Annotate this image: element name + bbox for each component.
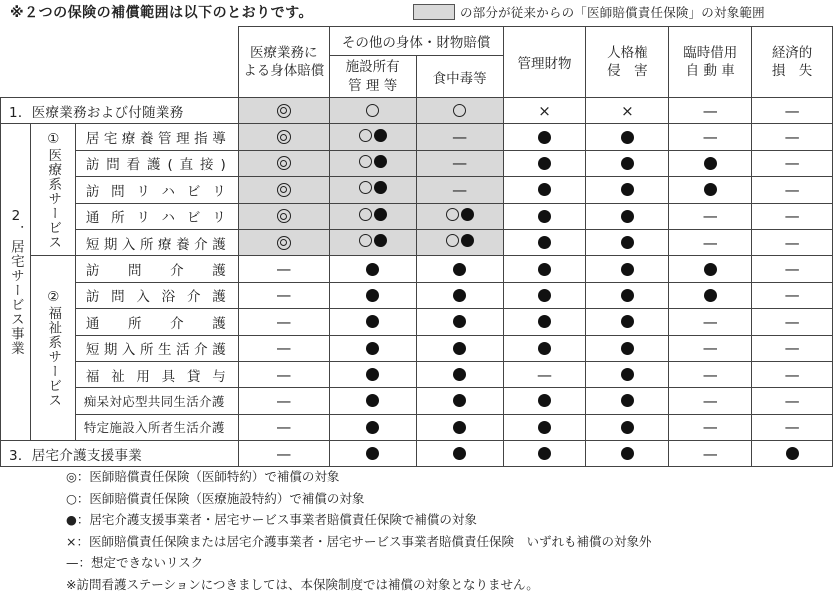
coverage-cell: [416, 441, 503, 467]
service-label: 短期入所生活介護: [75, 335, 238, 361]
coverage-cell: [586, 124, 669, 150]
dash-icon: —: [452, 128, 467, 146]
coverage-cell: [586, 256, 669, 282]
service-label: 特定施設入所者生活介護: [75, 414, 238, 440]
coverage-cell: [503, 256, 586, 282]
header-col3: 食中毒等: [416, 56, 503, 98]
filled-circle-icon: [621, 342, 634, 355]
coverage-cell: [752, 361, 833, 387]
subsection-medical-label: ①医療系サービス: [30, 124, 75, 256]
double-circle-icon: [277, 236, 291, 250]
filled-circle-icon: [453, 368, 466, 381]
coverage-cell: [669, 98, 752, 124]
filled-circle-icon: [366, 447, 379, 460]
dash-icon: —: [785, 154, 800, 172]
coverage-cell: [669, 335, 752, 361]
filled-circle-icon: [621, 421, 634, 434]
coverage-cell: [329, 203, 416, 229]
filled-circle-icon: [621, 394, 634, 407]
coverage-cell: [503, 361, 586, 387]
dash-icon: —: [276, 392, 291, 410]
filled-circle-icon: [621, 289, 634, 302]
coverage-cell: [238, 229, 329, 255]
filled-circle-icon: [538, 131, 551, 144]
coverage-cell: [669, 150, 752, 176]
coverage-cell: [503, 441, 586, 467]
coverage-cell: [416, 361, 503, 387]
coverage-cell: [416, 177, 503, 203]
coverage-cell: [503, 335, 586, 361]
filled-circle-icon: [621, 236, 634, 249]
filled-circle-icon: [538, 421, 551, 434]
filled-circle-icon: [621, 157, 634, 170]
coverage-cell: [238, 256, 329, 282]
service-label: 痴呆対応型共同生活介護: [75, 388, 238, 414]
coverage-cell: [669, 256, 752, 282]
coverage-cell: [752, 335, 833, 361]
coverage-cell: [586, 414, 669, 440]
coverage-cell: [329, 98, 416, 124]
page-title: ※２つの保険の補償範囲は以下のとおりです。: [10, 2, 313, 22]
dash-icon: —: [785, 392, 800, 410]
circle-and-filled-circle-icon: [359, 129, 387, 142]
circle-and-filled-circle-icon: [359, 234, 387, 247]
coverage-cell: [669, 124, 752, 150]
section-2-label: 2．居宅サービス事業: [1, 124, 31, 441]
circle-and-filled-circle-icon: [446, 208, 474, 221]
filled-circle-icon: [621, 183, 634, 196]
coverage-cell: [752, 441, 833, 467]
table-row: [1, 335, 833, 361]
coverage-cell: [503, 282, 586, 308]
filled-circle-icon: [786, 447, 799, 460]
dash-icon: —: [785, 418, 800, 436]
circle-and-filled-circle-icon: [359, 181, 387, 194]
coverage-cell: [416, 124, 503, 150]
coverage-cell: [503, 309, 586, 335]
coverage-cell: [238, 282, 329, 308]
table-row: [1, 441, 833, 467]
dash-icon: —: [785, 260, 800, 278]
dash-icon: —: [703, 366, 718, 384]
coverage-cell: [669, 441, 752, 467]
coverage-cell: [752, 414, 833, 440]
dash-icon: —: [785, 181, 800, 199]
table-row: [1, 98, 833, 124]
service-label: 訪問入浴介護: [75, 282, 238, 308]
filled-circle-icon: [366, 342, 379, 355]
service-label: 福祉用具貸与: [75, 361, 238, 387]
table-row: [1, 361, 833, 387]
dash-icon: —: [452, 181, 467, 199]
filled-circle-icon: [453, 263, 466, 276]
coverage-cell: [669, 388, 752, 414]
dash-icon: —: [276, 313, 291, 331]
filled-circle-icon: [453, 342, 466, 355]
note-station: ※訪問看護ステーションにつきましては、本保険制度では補償の対象となりません。: [66, 574, 651, 595]
dash-icon: —: [703, 207, 718, 225]
coverage-table: [0, 26, 833, 467]
filled-circle-icon: [538, 210, 551, 223]
coverage-cell: [586, 203, 669, 229]
filled-circle-icon: [621, 315, 634, 328]
coverage-cell: [329, 441, 416, 467]
coverage-cell: [329, 335, 416, 361]
dash-icon: —: [276, 339, 291, 357]
filled-circle-icon: [621, 210, 634, 223]
header-col5: 人格権 侵 害: [586, 27, 669, 98]
coverage-cell: [238, 203, 329, 229]
dash-icon: —: [785, 234, 800, 252]
table-row: [1, 124, 833, 150]
corner-cell: [1, 27, 239, 98]
coverage-cell: [503, 203, 586, 229]
coverage-cell: [586, 98, 669, 124]
circle-icon: [366, 104, 379, 117]
filled-circle-icon: [538, 289, 551, 302]
coverage-cell: [586, 229, 669, 255]
coverage-cell: [586, 361, 669, 387]
coverage-cell: [238, 150, 329, 176]
coverage-cell: [329, 414, 416, 440]
note-dash: —：想定できないリスク: [66, 552, 651, 574]
filled-circle-icon: [366, 289, 379, 302]
dash-icon: —: [276, 260, 291, 278]
coverage-cell: [752, 282, 833, 308]
coverage-cell: [503, 177, 586, 203]
coverage-cell: [238, 361, 329, 387]
header-col1: 医療業務に よる身体賠償: [238, 27, 329, 98]
dash-icon: —: [703, 418, 718, 436]
dash-icon: —: [785, 339, 800, 357]
note-double-circle: ◎：医師賠償責任保険（医師特約）で補償の対象: [66, 466, 651, 488]
coverage-cell: [238, 414, 329, 440]
coverage-cell: [238, 388, 329, 414]
coverage-cell: [669, 414, 752, 440]
filled-circle-icon: [366, 315, 379, 328]
coverage-cell: [669, 309, 752, 335]
coverage-cell: [752, 98, 833, 124]
filled-circle-icon: [453, 394, 466, 407]
dash-icon: —: [276, 286, 291, 304]
coverage-cell: [416, 150, 503, 176]
filled-circle-icon: [538, 447, 551, 460]
table-row: [1, 388, 833, 414]
coverage-cell: [329, 309, 416, 335]
filled-circle-icon: [366, 368, 379, 381]
coverage-cell: [503, 150, 586, 176]
subsection-welfare-label: ②福祉系サービス: [30, 256, 75, 441]
coverage-cell: [752, 229, 833, 255]
header-col7: 経済的 損 失: [752, 27, 833, 98]
coverage-cell: [752, 203, 833, 229]
header-col2: 施設所有 管 理 等: [329, 56, 416, 98]
filled-circle-icon: [621, 263, 634, 276]
filled-circle-icon: [538, 315, 551, 328]
coverage-cell: [752, 388, 833, 414]
double-circle-icon: [277, 183, 291, 197]
dash-icon: —: [785, 366, 800, 384]
service-label: 短期入所療養介護: [75, 229, 238, 255]
note-filled-circle: ●：居宅介護支援事業者・居宅サービス事業者賠償責任保険で補償の対象: [66, 509, 651, 531]
table-row: [1, 150, 833, 176]
coverage-cell: [586, 177, 669, 203]
note-cross: ×：医師賠償責任保険または居宅介護事業者・居宅サービス事業者賠償責任保険 いずれも補償の対象外: [66, 531, 651, 553]
coverage-cell: [586, 335, 669, 361]
filled-circle-icon: [538, 394, 551, 407]
table-row: [1, 256, 833, 282]
service-label: 訪問看護(直接): [75, 150, 238, 176]
coverage-cell: [329, 256, 416, 282]
circle-icon: [453, 104, 466, 117]
double-circle-icon: [277, 209, 291, 223]
coverage-cell: [669, 282, 752, 308]
table-row: [1, 177, 833, 203]
dash-icon: —: [785, 102, 800, 120]
coverage-cell: [416, 282, 503, 308]
coverage-cell: [503, 98, 586, 124]
coverage-cell: [586, 309, 669, 335]
filled-circle-icon: [704, 183, 717, 196]
coverage-cell: [669, 361, 752, 387]
double-circle-icon: [277, 156, 291, 170]
dash-icon: —: [276, 366, 291, 384]
dash-icon: —: [785, 207, 800, 225]
coverage-cell: [669, 229, 752, 255]
dash-icon: —: [703, 234, 718, 252]
coverage-cell: [416, 414, 503, 440]
dash-icon: —: [452, 154, 467, 172]
service-label: 通所介護: [75, 309, 238, 335]
cross-icon: ×: [538, 102, 551, 120]
coverage-cell: [586, 388, 669, 414]
table-row: [1, 309, 833, 335]
coverage-cell: [752, 309, 833, 335]
coverage-cell: [238, 124, 329, 150]
dash-icon: —: [703, 339, 718, 357]
filled-circle-icon: [538, 263, 551, 276]
coverage-cell: [669, 177, 752, 203]
filled-circle-icon: [366, 421, 379, 434]
legend-notes: [66, 466, 651, 595]
coverage-cell: [669, 203, 752, 229]
coverage-cell: [416, 229, 503, 255]
coverage-cell: [238, 98, 329, 124]
coverage-cell: [329, 124, 416, 150]
section-1-label: 1．医療業務および付随業務: [1, 98, 239, 124]
coverage-cell: [503, 414, 586, 440]
filled-circle-icon: [366, 394, 379, 407]
filled-circle-icon: [621, 447, 634, 460]
coverage-cell: [329, 388, 416, 414]
table-row: [1, 229, 833, 255]
filled-circle-icon: [453, 421, 466, 434]
coverage-cell: [329, 282, 416, 308]
coverage-cell: [752, 177, 833, 203]
dash-icon: —: [703, 313, 718, 331]
filled-circle-icon: [704, 263, 717, 276]
dash-icon: —: [703, 128, 718, 146]
coverage-cell: [329, 361, 416, 387]
header-col4: 管理財物: [503, 27, 586, 98]
service-label: 訪問介護: [75, 256, 238, 282]
dash-icon: —: [785, 128, 800, 146]
filled-circle-icon: [453, 315, 466, 328]
section-3-label: 3．居宅介護支援事業: [1, 441, 239, 467]
coverage-cell: [416, 256, 503, 282]
coverage-cell: [329, 229, 416, 255]
service-label: 通所リハビリ: [75, 203, 238, 229]
legend-text: の部分が従来からの「医師賠償責任保険」の対象範囲: [460, 3, 765, 21]
filled-circle-icon: [538, 342, 551, 355]
dash-icon: —: [276, 445, 291, 463]
double-circle-icon: [277, 130, 291, 144]
filled-circle-icon: [538, 157, 551, 170]
dash-icon: —: [785, 286, 800, 304]
coverage-cell: [503, 124, 586, 150]
filled-circle-icon: [538, 236, 551, 249]
filled-circle-icon: [621, 131, 634, 144]
filled-circle-icon: [538, 183, 551, 196]
filled-circle-icon: [621, 368, 634, 381]
coverage-cell: [586, 150, 669, 176]
circle-and-filled-circle-icon: [446, 234, 474, 247]
coverage-cell: [329, 177, 416, 203]
filled-circle-icon: [453, 289, 466, 302]
filled-circle-icon: [366, 263, 379, 276]
coverage-cell: [238, 309, 329, 335]
circle-and-filled-circle-icon: [359, 155, 387, 168]
dash-icon: —: [703, 392, 718, 410]
service-label: 訪問リハビリ: [75, 177, 238, 203]
table-row: [1, 203, 833, 229]
coverage-cell: [416, 98, 503, 124]
filled-circle-icon: [704, 289, 717, 302]
circle-and-filled-circle-icon: [359, 208, 387, 221]
coverage-cell: [238, 335, 329, 361]
note-circle: ○：医師賠償責任保険（医療施設特約）で補償の対象: [66, 488, 651, 510]
coverage-cell: [416, 309, 503, 335]
coverage-cell: [752, 256, 833, 282]
coverage-cell: [586, 282, 669, 308]
cross-icon: ×: [621, 102, 634, 120]
coverage-cell: [416, 335, 503, 361]
coverage-cell: [416, 388, 503, 414]
coverage-cell: [752, 150, 833, 176]
header-group: その他の身体・財物賠償: [329, 27, 503, 56]
coverage-cell: [238, 441, 329, 467]
legend-swatch: [413, 4, 455, 20]
table-row: [1, 414, 833, 440]
dash-icon: —: [276, 418, 291, 436]
service-label: 居宅療養管理指導: [75, 124, 238, 150]
header-col6: 臨時借用 自 動 車: [669, 27, 752, 98]
double-circle-icon: [277, 104, 291, 118]
coverage-cell: [752, 124, 833, 150]
dash-icon: —: [785, 313, 800, 331]
coverage-cell: [238, 177, 329, 203]
dash-icon: —: [703, 102, 718, 120]
dash-icon: —: [537, 366, 552, 384]
table-row: [1, 282, 833, 308]
coverage-cell: [586, 441, 669, 467]
coverage-cell: [329, 150, 416, 176]
dash-icon: —: [703, 445, 718, 463]
filled-circle-icon: [453, 447, 466, 460]
coverage-cell: [503, 229, 586, 255]
coverage-cell: [503, 388, 586, 414]
filled-circle-icon: [704, 157, 717, 170]
coverage-cell: [416, 203, 503, 229]
